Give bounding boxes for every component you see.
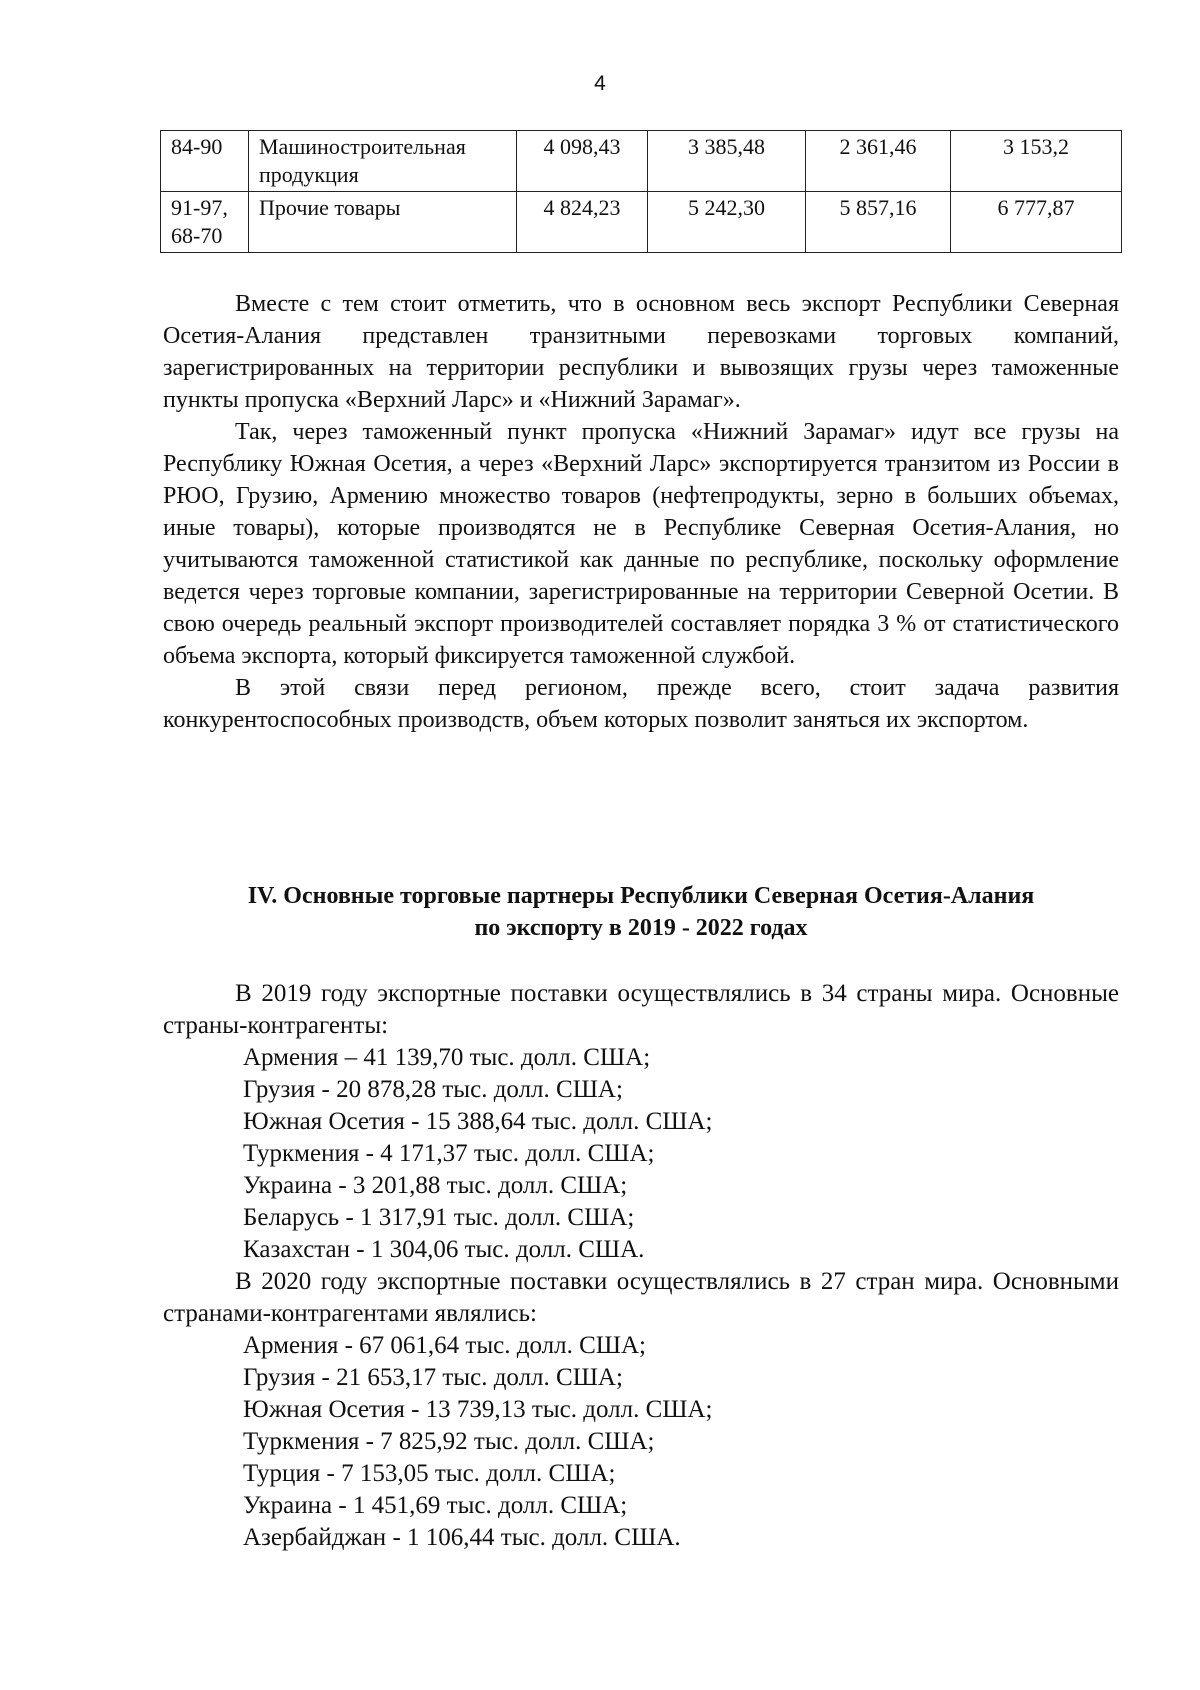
value-cell: 5 857,16: [806, 192, 951, 253]
paragraph: В этой связи перед регионом, прежде всего, стоит задача развития конкурентоспособных производств, объем которых позволит заняться их экспортом.: [163, 675, 1119, 733]
list-item: Украина - 3 201,88 тыс. долл. США;: [243, 1172, 628, 1199]
year-2019-intro: В 2019 году экспортные поставки осуществлялись в 34 страны мира. Основные страны-контрагенты:: [163, 980, 1119, 1039]
export-table: [160, 130, 1122, 253]
paragraph: Так, через таможенный пункт пропуска «Нижний Зарамаг» идут все грузы на Республику Южная Осетия, а через «Верхний Ларс» экспортируется транзитом из России в РЮО, Грузию, Армению множество товаров (нефтепродукты, зерно в больших объемах, иные товары), которые производятся не в Республике Северная Осетия-Алания, но учитываются таможенной статистикой как данные по республике, поскольку оформление ведется через торговые компании, зарегистрированные на территории Северной Осетии. В свою очередь реальный экспорт производителей составляет порядка 3 % от статистического объема экспорта, который фиксируется таможенной службой.: [163, 419, 1119, 669]
list-item: Армения - 67 061,64 тыс. долл. США;: [243, 1332, 646, 1359]
list-item: Казахстан - 1 304,06 тыс. долл. США.: [243, 1236, 645, 1263]
value-cell: 6 777,87: [951, 192, 1122, 253]
name-cell: Прочие товары: [249, 192, 517, 253]
year-2019-list: [163, 1042, 1119, 1266]
list-item: Грузия - 21 653,17 тыс. долл. США;: [243, 1364, 623, 1391]
value-cell: 4 824,23: [517, 192, 648, 253]
value-cell: 3 153,2: [951, 131, 1122, 192]
year-2020-intro: В 2020 году экспортные поставки осуществлялись в 27 стран мира. Основными странами-контрагентами являлись:: [163, 1268, 1119, 1327]
section-heading: [163, 880, 1119, 944]
section-heading-line: по экспорту в 2019 - 2022 годах: [474, 915, 808, 941]
list-item: Южная Осетия - 15 388,64 тыс. долл. США;: [243, 1108, 713, 1135]
body-text: [163, 288, 1119, 736]
value-cell: 3 385,48: [648, 131, 806, 192]
list-item: Туркмения - 7 825,92 тыс. долл. США;: [243, 1428, 655, 1455]
list-item: Украина - 1 451,69 тыс. долл. США;: [243, 1492, 628, 1519]
list-item: Армения – 41 139,70 тыс. долл. США;: [243, 1044, 651, 1071]
table-row: [161, 192, 1122, 253]
value-cell: 2 361,46: [806, 131, 951, 192]
section-heading-line: IV. Основные торговые партнеры Республики Северная Осетия-Алания: [247, 883, 1035, 909]
year-2019-block: [163, 978, 1119, 1554]
code-cell: 84-90: [161, 131, 249, 192]
list-item: Беларусь - 1 317,91 тыс. долл. США;: [243, 1204, 635, 1231]
list-item: Азербайджан - 1 106,44 тыс. долл. США.: [243, 1524, 681, 1551]
list-item: Южная Осетия - 13 739,13 тыс. долл. США;: [243, 1396, 713, 1423]
page-number: 4: [594, 72, 606, 95]
code-cell: 91-97, 68-70: [161, 192, 249, 253]
paragraph: Вместе с тем стоит отметить, что в основном весь экспорт Республики Северная Осетия-Алания представлен транзитными перевозками торговых компаний, зарегистрированных на территории республики и вывозящих грузы через таможенные пункты пропуска «Верхний Ларс» и «Нижний Зарамаг».: [163, 291, 1119, 413]
list-item: Туркмения - 4 171,37 тыс. долл. США;: [243, 1140, 655, 1167]
value-cell: 5 242,30: [648, 192, 806, 253]
table-row: [161, 131, 1122, 192]
list-item: Турция - 7 153,05 тыс. долл. США;: [243, 1460, 616, 1487]
value-cell: 4 098,43: [517, 131, 648, 192]
year-2020-list: [163, 1330, 1119, 1554]
name-cell: Машиностроительная продукция: [249, 131, 517, 192]
list-item: Грузия - 20 878,28 тыс. долл. США;: [243, 1076, 623, 1103]
